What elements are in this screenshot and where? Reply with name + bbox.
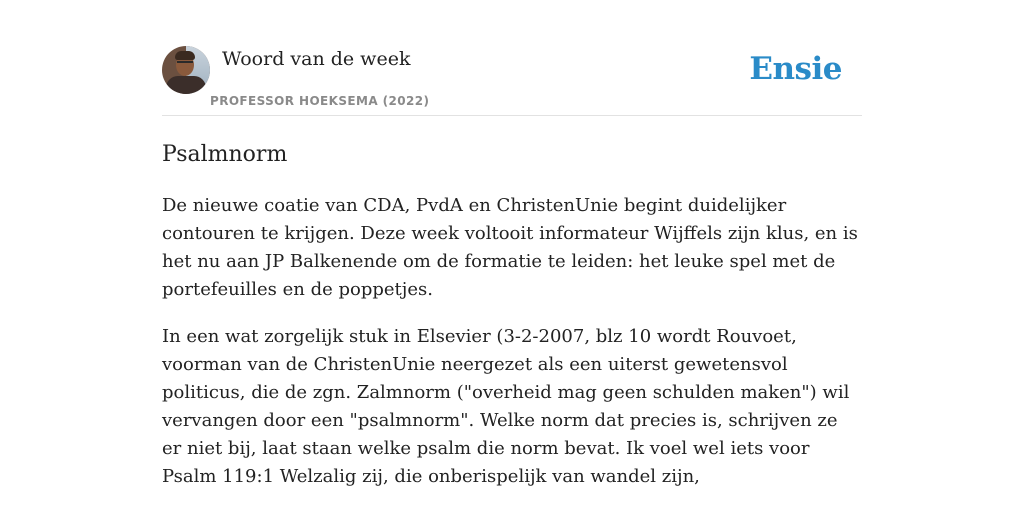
- avatar-glasses: [177, 61, 193, 67]
- article-title: Psalmnorm: [162, 142, 288, 167]
- author-name[interactable]: PROFESSOR HOEKSEMA (2022): [210, 94, 430, 108]
- article-paragraph: In een wat zorgelijk stuk in Elsevier (3-2-2007, blz 10 wordt Rouvoet, voorman van de ChristenUnie neergezet als een uiterst gewetensvol politicus, die de zgn. Zalmnorm ("overheid mag geen schulden maken") wil vervangen door een "psalmnorm". Welke norm dat precies is, schrijven ze er niet bij, laat staan welke psalm die norm bevat. Ik voel wel iets voor Psalm 119:1 Welzalig zij, die onberispelijk van wandel zijn,: [162, 326, 850, 487]
- avatar-shirt: [166, 76, 206, 94]
- avatar-hair: [175, 51, 195, 60]
- page-container: [162, 46, 862, 491]
- article-paragraph: De nieuwe coatie van CDA, PvdA en ChristenUnie begint duidelijker contouren te krijgen. Deze week voltooit informateur Wijffels zijn klus, en is het nu aan JP Balkenende om de formatie te leiden: het leuke spel met de portefeuilles en de poppetjes.: [162, 195, 858, 300]
- site-header: [162, 46, 862, 116]
- site-name[interactable]: Woord van de week: [222, 48, 411, 70]
- author-avatar[interactable]: [162, 46, 210, 94]
- brand-logo[interactable]: Ensie: [749, 51, 842, 87]
